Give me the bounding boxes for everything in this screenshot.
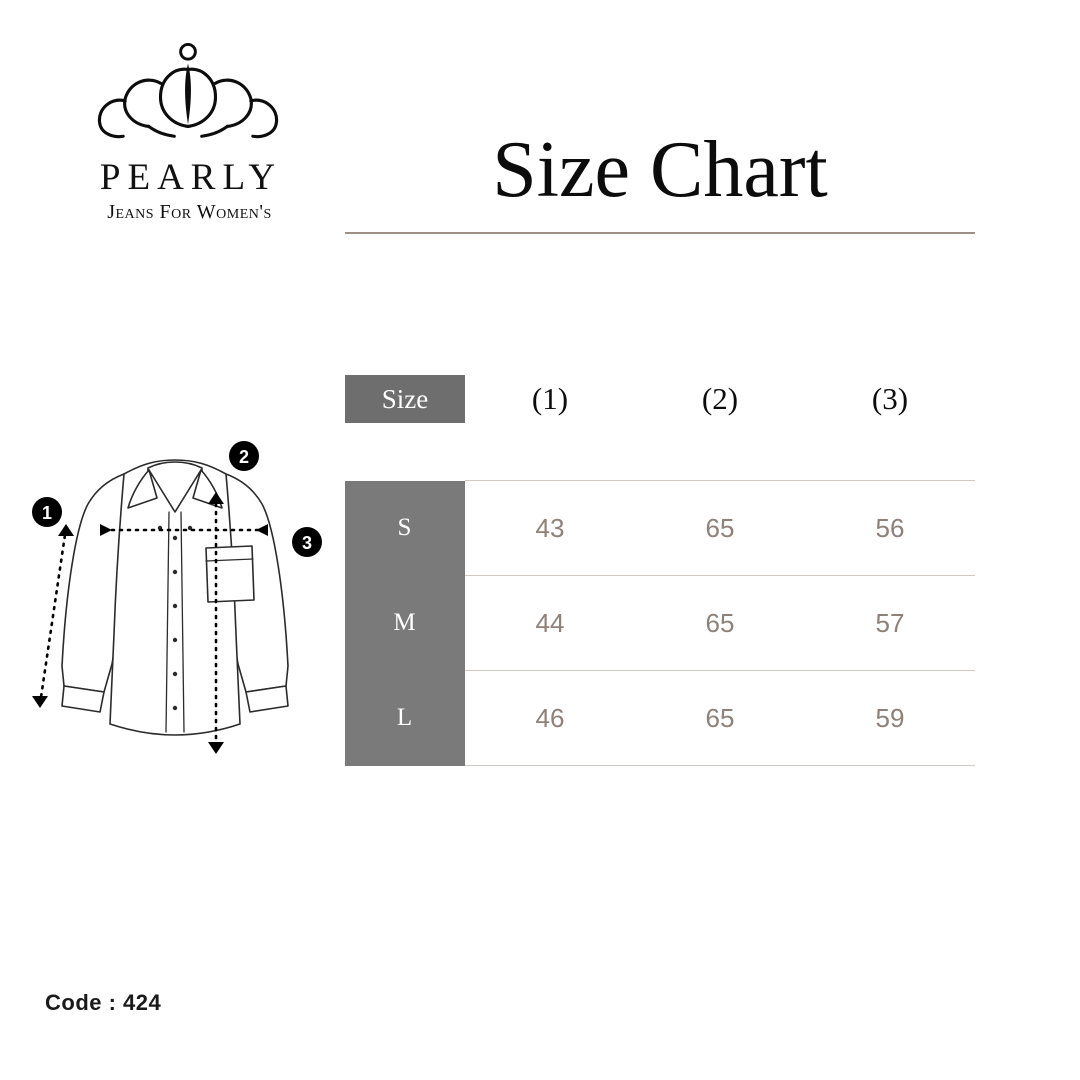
- svg-text:3: 3: [301, 533, 313, 553]
- table-header-col-3: (3): [871, 381, 909, 416]
- row-label-s: S: [345, 481, 465, 576]
- table-header-size: Size: [345, 375, 465, 423]
- product-code: Code : 424: [45, 990, 162, 1015]
- garment-marker-3: [292, 527, 322, 557]
- svg-text:1: 1: [41, 503, 53, 523]
- cell-m-2: 65: [635, 576, 805, 671]
- size-chart-table: [345, 375, 975, 766]
- table-row: [345, 671, 975, 766]
- cell-s-1: 43: [465, 481, 635, 576]
- table-header-col-1: (1): [531, 381, 569, 416]
- cell-s-3: 56: [805, 481, 975, 576]
- cell-m-1: 44: [465, 576, 635, 671]
- cell-m-3: 57: [805, 576, 975, 671]
- table-header-col-2: (2): [701, 381, 739, 416]
- long-sleeve-shirt-illustration: [20, 420, 340, 800]
- cell-l-3: 59: [805, 671, 975, 766]
- brand-name: PEARLY: [99, 157, 283, 198]
- cell-s-2: 65: [635, 481, 805, 576]
- table-row: [345, 481, 975, 576]
- row-label-l: L: [345, 671, 465, 766]
- garment-marker-1: [32, 497, 62, 527]
- row-label-m: M: [345, 576, 465, 671]
- table-row: [345, 576, 975, 671]
- crown-icon: [88, 40, 288, 150]
- page-title-block: [345, 126, 975, 234]
- page-title: Size Chart: [492, 126, 828, 214]
- garment-marker-2: [229, 441, 259, 471]
- brand-tagline: Jeans For Women's: [107, 201, 272, 223]
- title-divider: [345, 232, 975, 234]
- table-spacer-row: [345, 423, 975, 481]
- brand-block: [45, 40, 330, 224]
- svg-text:2: 2: [238, 447, 250, 467]
- cell-l-1: 46: [465, 671, 635, 766]
- cell-l-2: 65: [635, 671, 805, 766]
- table-header-row: [345, 375, 975, 423]
